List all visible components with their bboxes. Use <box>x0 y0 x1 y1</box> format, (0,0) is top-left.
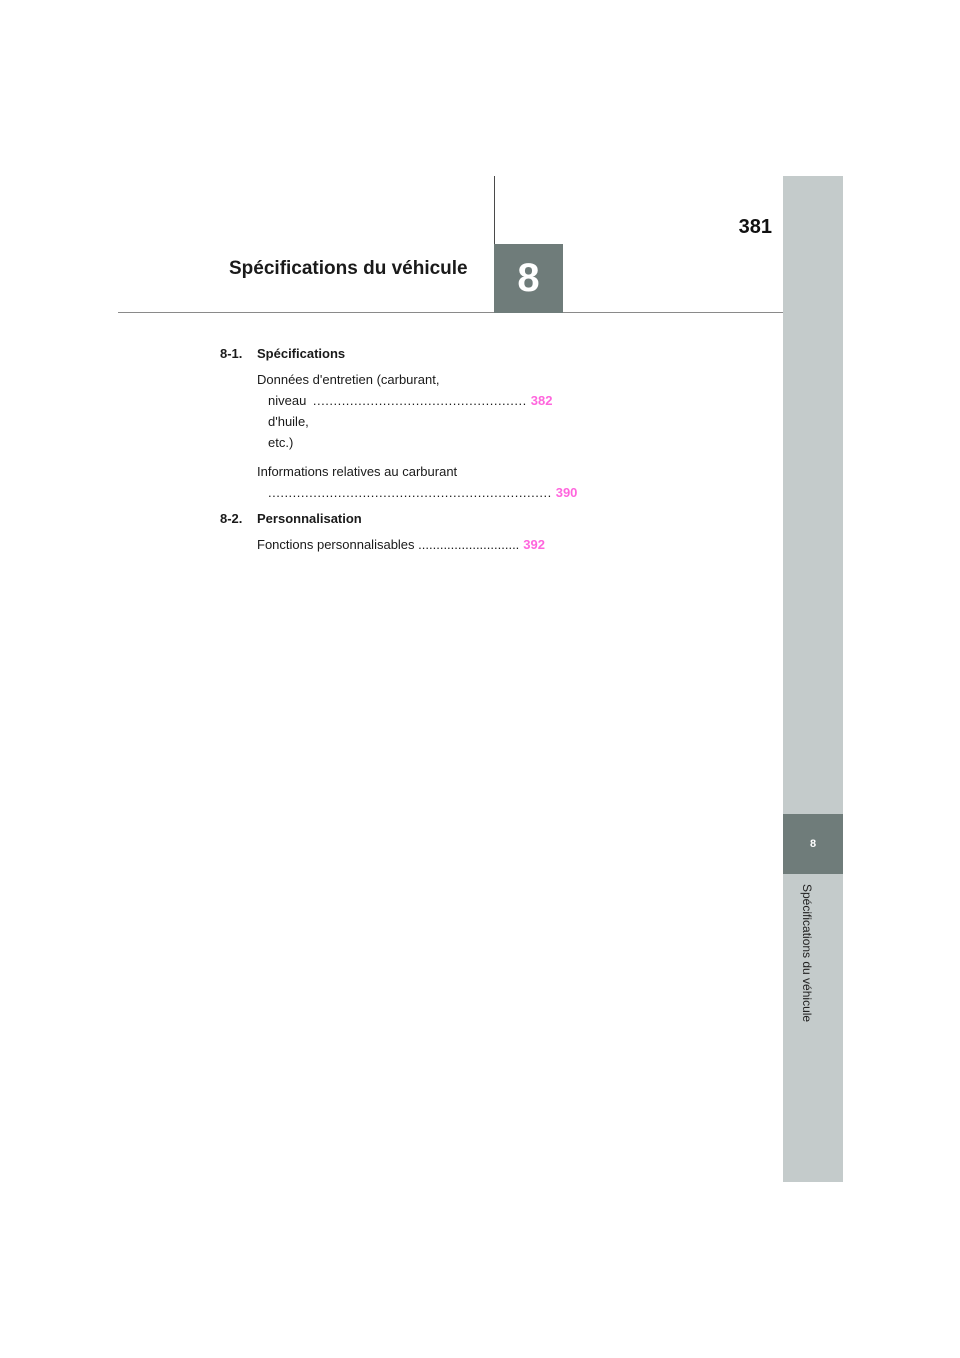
vertical-rule <box>494 176 495 244</box>
side-tab-label: Spécifications du véhicule <box>800 884 814 1023</box>
leader-dots: ............................ <box>414 537 520 552</box>
toc-entry[interactable] <box>257 369 553 453</box>
section-number: 8-2. <box>220 511 243 526</box>
toc-section <box>220 346 468 361</box>
toc-section <box>220 511 468 526</box>
entry-title: Informations relatives au carburant <box>257 464 458 479</box>
toc-entry[interactable] <box>257 461 578 503</box>
section-title: Spécifications <box>257 346 346 361</box>
entry-title: Données d'entretien (carburant, <box>257 372 440 387</box>
entry-title-cont: niveau d'huile, etc.) <box>268 393 309 450</box>
page-link[interactable]: 392 <box>523 537 545 552</box>
section-number: 8-1. <box>220 346 243 361</box>
page-link[interactable]: 382 <box>530 393 553 408</box>
side-strip <box>783 176 843 1182</box>
entry-title: Fonctions personnalisables <box>257 537 415 552</box>
chapter-number: 8 <box>494 244 563 313</box>
section-title: Personnalisation <box>257 511 362 526</box>
horizontal-rule <box>118 312 783 313</box>
toc-entry[interactable] <box>257 534 545 555</box>
chapter-title: Spécifications du véhicule <box>229 258 468 279</box>
leader-dots: .................................................... <box>308 393 527 408</box>
side-tab-number: 8 <box>783 814 843 874</box>
leader-dots: ..................................................................... <box>268 485 552 500</box>
page-link[interactable]: 390 <box>555 485 578 500</box>
table-of-contents <box>220 346 578 563</box>
page-number: 381 <box>738 216 772 238</box>
